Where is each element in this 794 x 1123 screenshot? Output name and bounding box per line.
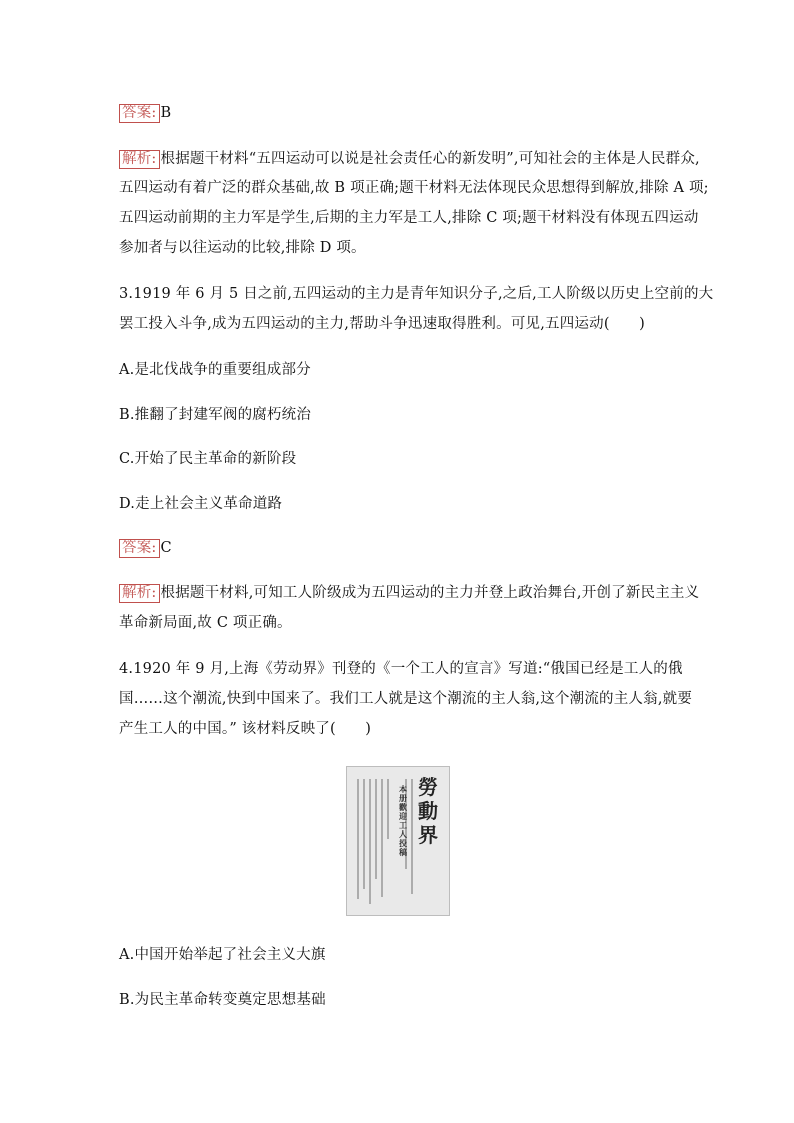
q4-stem-line-2: 国……这个潮流,快到中国来了。我们工人就是这个潮流的主人翁,这个潮流的主人翁,就要 (119, 691, 693, 707)
q2-analysis-line-1 (119, 149, 700, 169)
q4-stem-line-1: 4.1920 年 9 月,上海《劳动界》刊登的《一个工人的宣言》写道:“俄国已经是工人的俄 (119, 661, 683, 677)
q2-analysis-line-4: 参加者与以往运动的比较,排除 D 项。 (119, 240, 366, 256)
q3-option-b: B.推翻了封建军阀的腐朽统治 (119, 407, 312, 423)
q4-stem-line-3: 产生工人的中国。” 该材料反映了( ) (119, 721, 372, 737)
q3-answer-tag: 答案: (119, 539, 160, 558)
laodongjie-newspaper-image (346, 766, 450, 916)
q3-analysis-line-2: 革命新局面,故 C 项正确。 (119, 615, 292, 631)
q2-analysis-line-2: 五四运动有着广泛的群众基础,故 B 项正确;题干材料无法体现民众思想得到解放,排除 A 项; (119, 180, 709, 196)
q2-answer-line (119, 103, 171, 123)
q3-stem-line-1: 3.1919 年 6 月 5 日之前,五四运动的主力是青年知识分子,之后,工人阶级以历史上空前的大 (119, 286, 714, 302)
q3-option-c: C.开始了民主革命的新阶段 (119, 451, 297, 467)
q2-analysis-line-3: 五四运动前期的主力军是学生,后期的主力军是工人,排除 C 项;题干材料没有体现五四运动 (119, 210, 699, 226)
q2-analysis-tag: 解析: (119, 150, 160, 169)
q3-stem-line-2: 罢工投入斗争,成为五四运动的主力,帮助斗争迅速取得胜利。可见,五四运动( ) (119, 316, 645, 332)
q3-answer-line (119, 538, 172, 558)
q3-analysis-line-1 (119, 583, 699, 603)
q3-option-a: A.是北伐战争的重要组成部分 (119, 362, 311, 378)
newspaper-title: 勞動界 (418, 775, 438, 847)
q4-option-a: A.中国开始举起了社会主义大旗 (119, 947, 326, 963)
q2-answer-value: B (160, 105, 172, 121)
q3-option-d: D.走上社会主义革命道路 (119, 496, 283, 512)
q4-option-b: B.为民主革命转变奠定思想基础 (119, 992, 326, 1008)
q3-analysis-tag: 解析: (119, 584, 160, 603)
q3-analysis-text-1: 根据题干材料,可知工人阶级成为五四运动的主力并登上政治舞台,开创了新民主主义 (160, 585, 700, 601)
q2-analysis-text-1: 根据题干材料“五四运动可以说是社会责任心的新发明”,可知社会的主体是人民群众, (160, 151, 700, 167)
newspaper-subtitle: 本册歡迎工人投稿 (399, 784, 407, 857)
q2-answer-tag: 答案: (119, 104, 160, 123)
q3-answer-value: C (160, 540, 172, 556)
